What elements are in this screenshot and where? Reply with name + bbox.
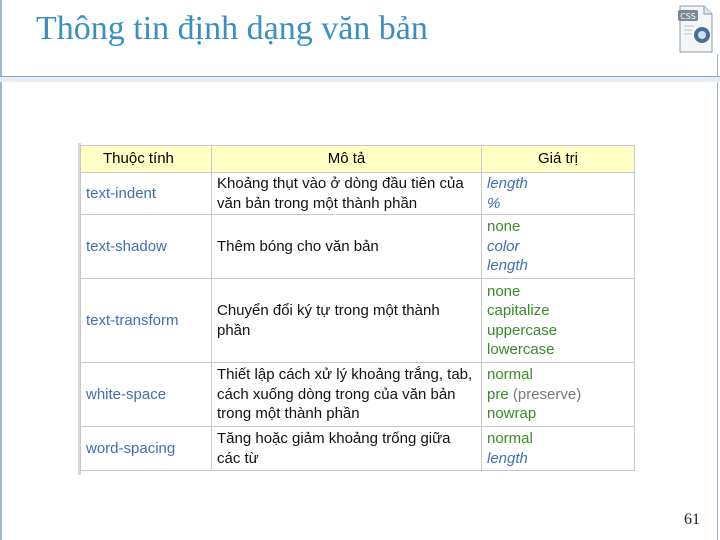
svg-text:CSS: CSS xyxy=(680,12,696,21)
value-item xyxy=(487,301,629,321)
table-row xyxy=(81,173,635,215)
property-cell: text-transform xyxy=(81,279,212,363)
value-item xyxy=(487,404,629,424)
value-item xyxy=(487,321,629,341)
header-description: Mô tả xyxy=(212,146,482,173)
css-document-icon xyxy=(676,4,716,54)
property-cell: text-shadow xyxy=(81,215,212,279)
value-item xyxy=(487,194,629,214)
value-text: % xyxy=(487,194,501,212)
value-cell xyxy=(482,215,635,279)
value-text: uppercase xyxy=(487,321,558,339)
description-cell: Chuyển đổi ký tự trong một thành phần xyxy=(212,279,482,363)
value-text: none xyxy=(487,218,521,236)
css-text-properties-table xyxy=(80,145,634,471)
value-cell xyxy=(482,173,635,215)
header-value: Giá trị xyxy=(482,146,635,173)
value-item xyxy=(487,429,629,449)
value-item xyxy=(487,385,629,405)
value-item xyxy=(487,365,629,385)
value-text: normal xyxy=(487,430,533,447)
value-text: normal xyxy=(487,366,533,384)
property-cell: text-indent xyxy=(81,173,212,215)
header-property: Thuộc tính xyxy=(81,146,212,173)
table-row xyxy=(81,215,635,279)
description-cell: Tăng hoặc giảm khoảng trống giữa các từ xyxy=(212,427,482,471)
value-text: nowrap xyxy=(487,405,537,423)
value-text: lowercase xyxy=(487,341,555,358)
value-text: pre xyxy=(487,385,509,403)
value-text: capitalize xyxy=(487,302,550,319)
value-cell xyxy=(482,427,635,471)
value-item xyxy=(487,217,629,237)
value-item xyxy=(487,340,629,360)
value-text: length xyxy=(487,449,528,467)
value-item xyxy=(487,282,629,302)
description-cell: Thiết lập cách xử lý khoảng trắng, tab, cách xuống dòng trong của văn bản trong một thành phần xyxy=(212,363,482,427)
property-cell: word-spacing xyxy=(81,427,212,471)
value-suffix: (preserve) xyxy=(508,385,582,403)
right-frame-line xyxy=(717,54,718,540)
slide-title: Thông tin định dạng văn bản xyxy=(36,10,428,47)
value-text: length xyxy=(487,175,528,192)
value-item xyxy=(487,256,629,276)
property-cell: white-space xyxy=(81,363,212,427)
table-row xyxy=(81,279,635,363)
table-row xyxy=(81,363,635,427)
value-text: none xyxy=(487,282,521,300)
value-cell xyxy=(482,279,635,363)
value-text: color xyxy=(487,237,520,255)
value-item xyxy=(487,174,629,194)
value-item xyxy=(487,449,629,469)
value-cell xyxy=(482,363,635,427)
table-header-row xyxy=(81,146,635,173)
description-cell: Thêm bóng cho văn bản xyxy=(212,215,482,279)
description-cell: Khoảng thụt vào ở dòng đầu tiên của văn bản trong một thành phần xyxy=(212,173,482,215)
value-text: length xyxy=(487,257,528,275)
title-divider xyxy=(0,76,720,82)
value-item xyxy=(487,237,629,257)
table-row xyxy=(81,427,635,471)
page-number: 61 xyxy=(684,511,700,528)
